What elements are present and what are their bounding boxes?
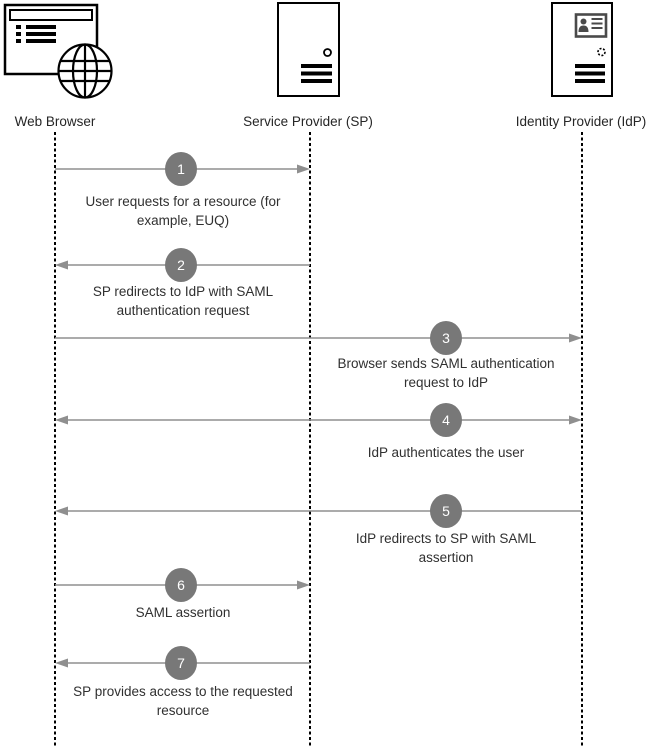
step-circle-1: 1 — [165, 152, 197, 186]
id-card-icon — [576, 15, 606, 37]
step-circle-2: 2 — [165, 248, 197, 282]
actor-label-service-provider: Service Provider (SP) — [243, 114, 373, 129]
browser-globe-icon — [3, 2, 115, 102]
arrow-message-5 — [55, 507, 582, 516]
message-label-5: IdP redirects to SP with SAML assertion — [355, 531, 537, 565]
globe-icon — [59, 45, 112, 98]
step-circle-5: 5 — [430, 494, 462, 528]
server-tower-icon — [277, 2, 341, 98]
message-label-2: SP redirects to IdP with SAML authentication request — [92, 284, 274, 318]
arrow-message-3 — [55, 334, 582, 343]
arrow-message-4 — [55, 416, 582, 425]
message-label-1: User requests for a resource (for example, EUQ) — [85, 194, 281, 228]
step-circle-6: 6 — [165, 568, 197, 602]
actor-label-identity-provider: Identity Provider (IdP) — [515, 114, 647, 129]
message-label-7: SP provides access to the requested resource — [73, 684, 293, 718]
message-label-6: SAML assertion — [135, 605, 231, 620]
step-circle-4: 4 — [430, 403, 462, 437]
step-circle-7: 7 — [165, 646, 197, 680]
message-label-3: Browser sends SAML authentication request to IdP — [337, 356, 555, 390]
actor-label-web-browser: Web Browser — [14, 114, 96, 129]
step-circle-3: 3 — [430, 321, 462, 355]
message-label-4: IdP authenticates the user — [367, 445, 525, 460]
server-id-card-icon — [551, 2, 613, 98]
